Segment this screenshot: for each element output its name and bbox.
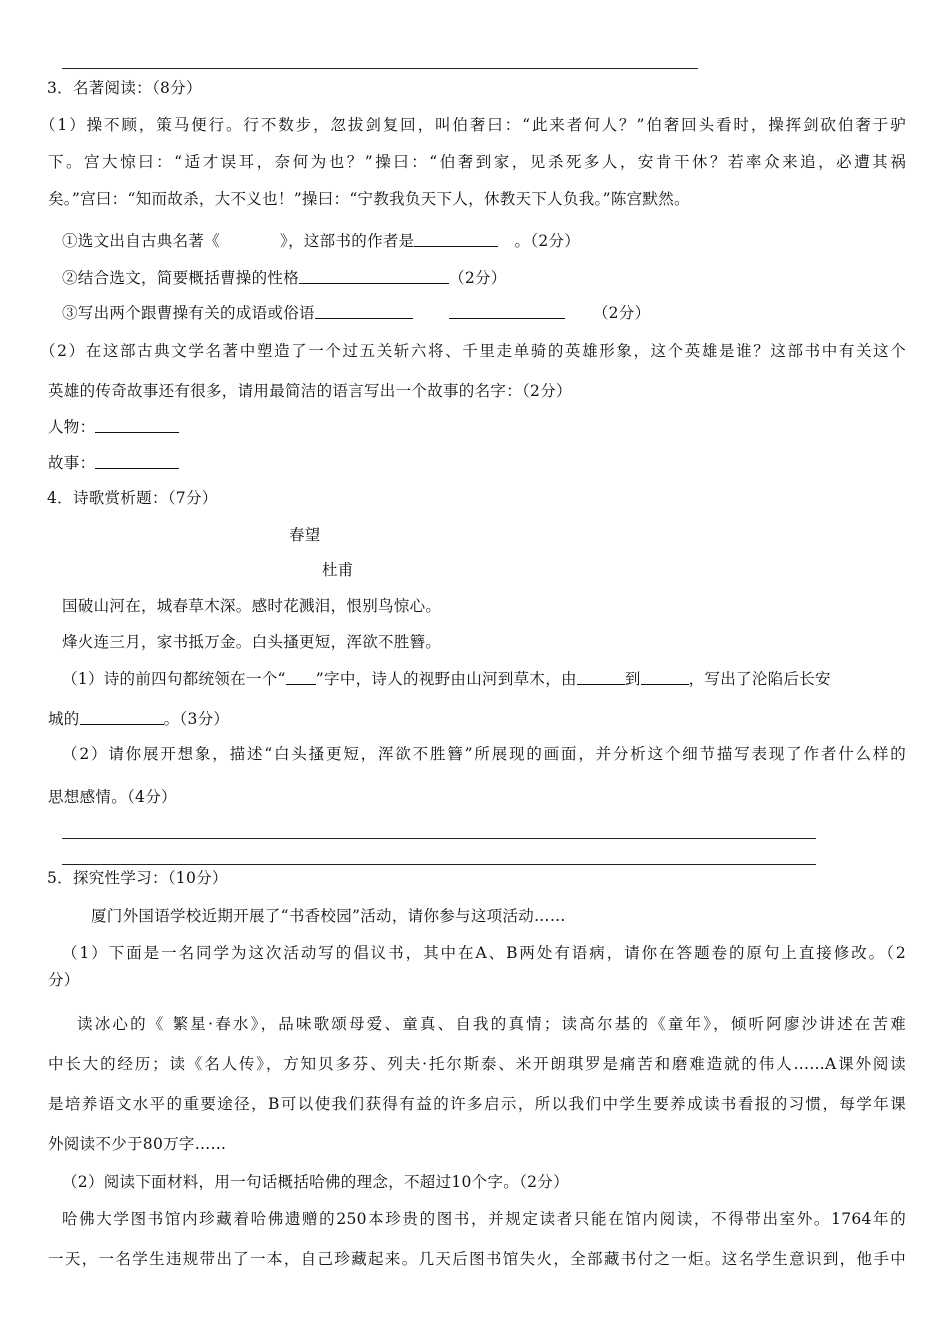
q5-sub1-line: （1）下面是一名同学为这次活动写的倡议书，其中在A、B两处有语病，请你在答题卷的原句上直接修改。（2 (62, 944, 906, 962)
q4-s1-d: ，写出了沦陷后长安 (688, 670, 831, 688)
poem-line: 烽火连三月，家书抵万金。白头搔更短，浑欲不胜簪。 (62, 633, 442, 651)
q4-sub2-line: （2）请你展开想象，描述“白头搔更短，浑欲不胜簪”所展现的画面，并分析这个细节描写表现了作者什么样的 (62, 745, 906, 763)
material-line: 一天，一名学生违规带出了一本，自己珍藏起来。几天后图书馆失火，全部藏书付之一炬。这名学生意识到，他手中 (48, 1250, 906, 1268)
poem-title: 春望 (289, 526, 321, 544)
letter-line: 是培养语文水平的重要途径，B可以使我们获得有益的许多启示，所以我们中学生要养成读书看报的习惯，每学年课 (48, 1095, 906, 1113)
q4-sub1-line1 (62, 669, 831, 689)
q4-sub2-line: 思想感情。（4分） (48, 788, 177, 806)
q3-q2-line: 英雄的传奇故事还有很多，请用最简洁的语言写出一个故事的名字：（2分） (48, 382, 572, 400)
q4-s1-a: （1）诗的前四句都统领在一个“ (62, 670, 286, 688)
q3-person (48, 417, 179, 437)
q5-title: 5．探究性学习：（10分） (47, 869, 228, 887)
answer-blank[interactable] (414, 231, 498, 247)
q3-passage-line: 矣。”宫曰：“知而故杀，大不义也！”操曰：“宁教我负天下人，休教天下人负我。”陈宫默然。 (48, 190, 690, 208)
answer-blank[interactable] (449, 303, 565, 319)
letter-line: 外阅读不少于80万字…… (48, 1135, 227, 1153)
q3-sub1-text-b: 》，这部书的作者是 (280, 232, 415, 250)
story-label: 故事： (48, 454, 96, 472)
poem-author: 杜甫 (322, 561, 354, 579)
q5-sub1-line: 分） (48, 971, 80, 989)
q3-q2-line: （2）在这部古典文学名著中塑造了一个过五关斩六将、千里走单骑的英雄形象，这个英雄是谁？这部书中有关这个 (40, 342, 906, 360)
answer-blank[interactable] (577, 669, 625, 685)
answer-line[interactable] (62, 864, 816, 865)
answer-blank[interactable] (641, 669, 689, 685)
letter-line: 读冰心的《 繁星·春水》，品味歌颂母爱、童真、自我的真情；读高尔基的《童年》，倾听阿廖沙讲述在苦难 (77, 1015, 906, 1033)
q4-s1-b: ”字中，诗人的视野由山河到草木，由 (315, 670, 577, 688)
q4-sub1-line2 (48, 709, 229, 729)
q5-intro: 厦门外国语学校近期开展了“书香校园”活动，请你参与这项活动…… (91, 907, 566, 925)
q3-sub1 (62, 231, 580, 251)
answer-blank[interactable] (95, 453, 179, 469)
q3-sub1-text-c: 。（2分） (514, 232, 581, 250)
q4-title: 4．诗歌赏析题：（7分） (47, 489, 218, 507)
q3-sub3-text-b: （2分） (592, 304, 651, 322)
answer-blank[interactable] (286, 669, 316, 685)
person-label: 人物： (48, 418, 96, 436)
q5-sub2: （2）阅读下面材料，用一句话概括哈佛的理念，不超过10个字。（2分） (62, 1173, 569, 1191)
q3-sub2-text-a: ②结合选文，简要概括曹操的性格 (62, 269, 300, 287)
q3-passage-line: （1）操不顾，策马便行。行不数步，忽拔剑复回，叫伯奢曰：“此来者何人？”伯奢回头看时，操挥剑砍伯奢于驴 (40, 116, 906, 134)
answer-blank[interactable] (299, 268, 449, 284)
letter-line: 中长大的经历；读《名人传》，方知贝多芬、列夫·托尔斯泰、米开朗琪罗是痛苦和磨难造就的伟人……A课外阅读 (48, 1055, 906, 1073)
q4-s1-c: 到 (624, 670, 641, 688)
answer-line[interactable] (62, 838, 816, 839)
q3-title: 3．名著阅读：（8分） (47, 79, 202, 97)
answer-blank[interactable] (95, 417, 179, 433)
q4-s1-e: 城的 (48, 710, 80, 728)
q4-s1-f: 。（3分） (163, 710, 230, 728)
q3-sub3 (62, 303, 650, 323)
answer-blank[interactable] (80, 709, 164, 725)
q3-sub2 (62, 268, 507, 288)
material-line: 哈佛大学图书馆内珍藏着哈佛遗赠的250本珍贵的图书，并规定读者只能在馆内阅读，不得带出室外。1764年的 (62, 1210, 906, 1228)
q3-story (48, 453, 179, 473)
q3-passage-line: 下。宫大惊曰：“适才误耳，奈何为也？”操曰：“伯奢到家，见杀死多人，安肯干休？若率众来追，必遭其祸 (48, 153, 906, 171)
q3-sub1-text-a: ①选文出自古典名著《 (62, 232, 221, 250)
poem-line: 国破山河在，城春草木深。感时花溅泪，恨别鸟惊心。 (62, 597, 442, 615)
q3-sub3-text-a: ③写出两个跟曹操有关的成语或俗语 (62, 304, 315, 322)
q3-sub2-text-b: （2分） (449, 269, 507, 287)
answer-blank[interactable] (315, 303, 413, 319)
answer-line (62, 68, 698, 69)
